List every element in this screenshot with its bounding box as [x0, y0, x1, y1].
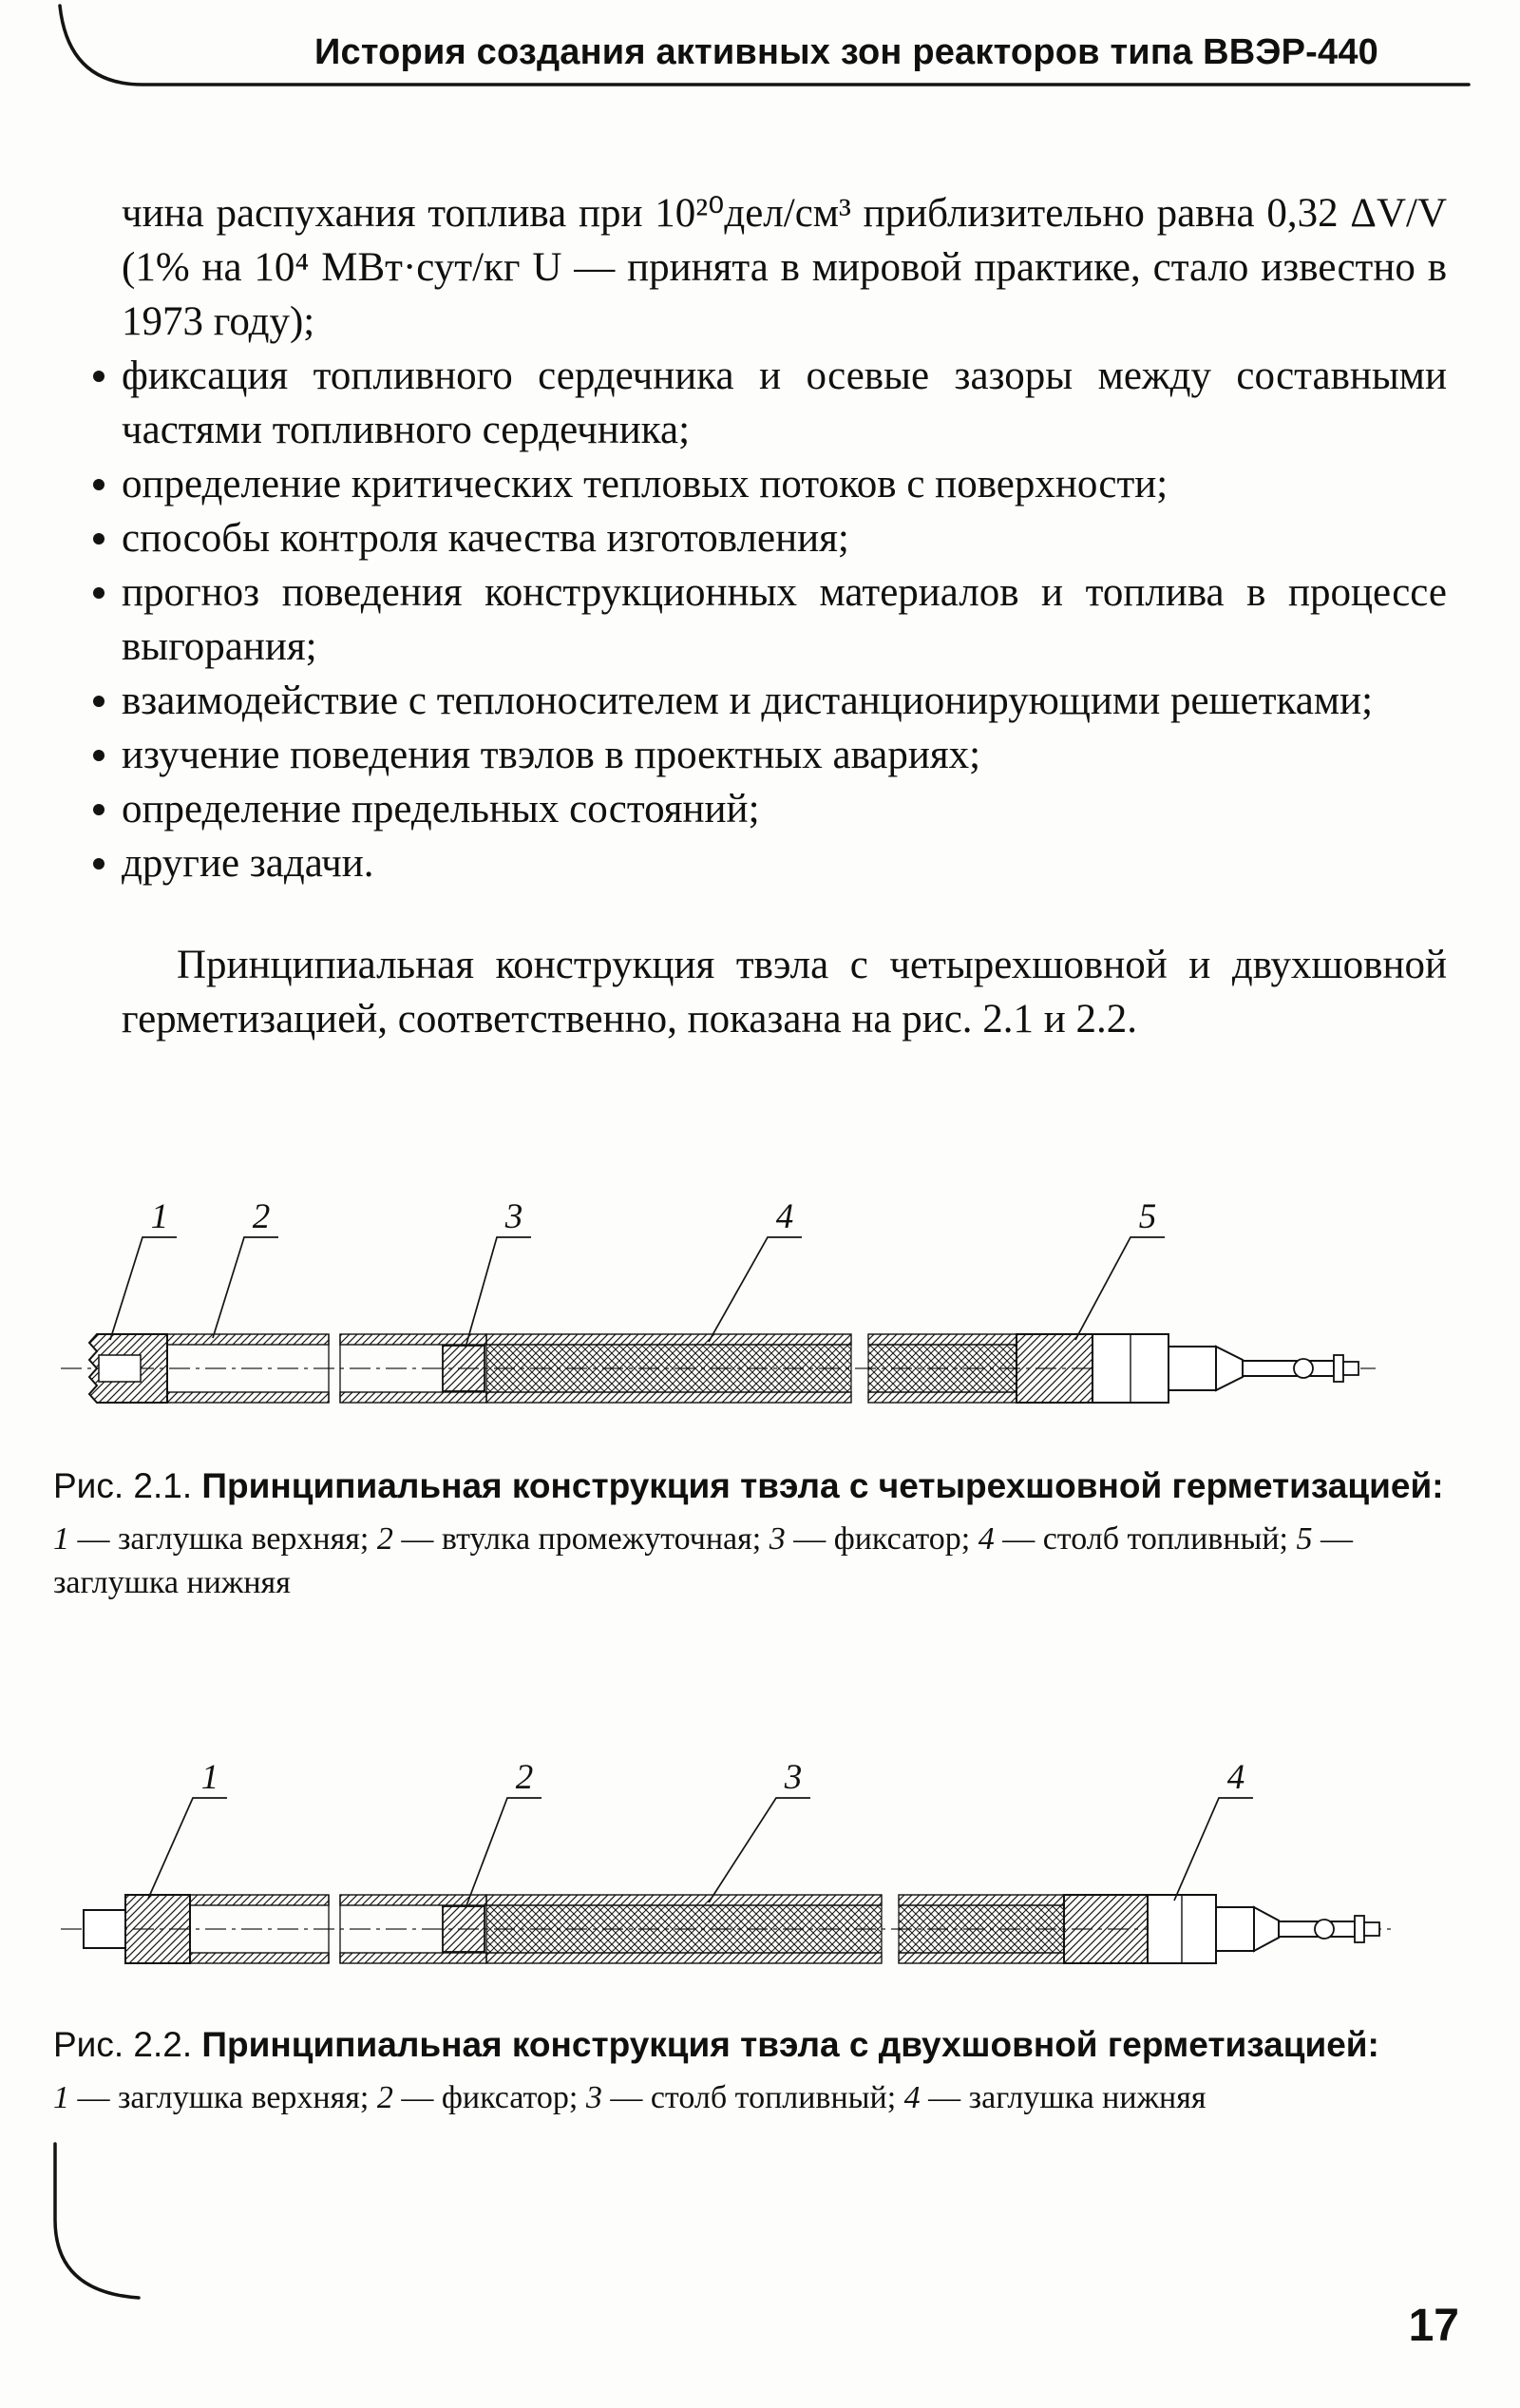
fixator	[443, 1906, 484, 1952]
legend-text: — столб топливный;	[601, 2080, 904, 2115]
bullet-text: прогноз поведения конструкционных материалов и топлива в процессе выгорания;	[122, 570, 1447, 669]
bullet-text: изучение поведения твэлов в проектных авариях;	[122, 733, 981, 777]
running-header: История создания активных зон реакторов типа ВВЭР-440	[314, 32, 1379, 72]
figure-2-2-diagram	[38, 1720, 1425, 2005]
figure-2-1-caption-block	[53, 1462, 1446, 1605]
bullet-marker	[93, 750, 104, 761]
bullet-item	[122, 511, 1447, 565]
bullet-marker	[93, 858, 104, 870]
fuel-column-segment-2	[899, 1895, 1064, 1963]
callout-5: 5	[1138, 1197, 1157, 1236]
legend-item	[978, 1521, 1297, 1557]
legend-item	[377, 1521, 770, 1557]
lower-plug	[1016, 1334, 1358, 1403]
legend-number: 4	[903, 2080, 921, 2115]
bullet-marker	[93, 479, 104, 490]
legend-item	[53, 1521, 377, 1557]
page-number: 17	[1408, 2301, 1459, 2351]
legend-text: — заглушка нижняя	[53, 1521, 1354, 1600]
caption-2-1-label: Рис. 2.1.	[53, 1466, 202, 1505]
figure-2-1-diagram	[38, 1159, 1425, 1444]
body-text	[122, 186, 1447, 1046]
legend-number: 2	[376, 1521, 393, 1557]
bullet-item	[122, 349, 1447, 457]
upper-plug	[89, 1334, 167, 1403]
legend-number: 3	[585, 2080, 602, 2115]
legend-text: — заглушка нижняя	[920, 2080, 1206, 2115]
bullet-item	[122, 674, 1447, 728]
legend-text: — фиксатор;	[785, 1521, 978, 1557]
bullet-text: способы контроля качества изготовления;	[122, 516, 849, 561]
continuation-paragraph: чина распухания топлива при 10²⁰дел/см³ приблизительно равна 0,32 ΔV/V (1% на 10⁴ МВт·сут/кг U — принята в мировой практике, стало известно в 1973 году);	[122, 191, 1447, 344]
bullet-text: другие задачи.	[122, 841, 374, 886]
bullet-list	[122, 349, 1447, 890]
figure-2-2-legend	[53, 2076, 1446, 2120]
callout-3: 3	[784, 1758, 803, 1797]
legend-item	[770, 1521, 978, 1557]
leader-line-5	[1075, 1237, 1165, 1340]
legend-item	[586, 2080, 904, 2115]
bullet-text: взаимодействие с теплоносителем и дистанционирующими решетками;	[122, 678, 1374, 723]
leader-line-3	[466, 1237, 531, 1347]
fuel-rod-two-seam	[61, 1895, 1391, 1963]
leader-line-3	[709, 1798, 810, 1902]
callout-4: 4	[775, 1197, 794, 1236]
fuel-column-segment-2	[868, 1334, 1016, 1403]
lower-plug	[1064, 1895, 1379, 1963]
leader-line-1	[148, 1798, 227, 1899]
leader-line-1	[110, 1237, 177, 1340]
fuel-column-segment-1	[486, 1334, 851, 1403]
legend-number: 1	[53, 2080, 69, 2115]
figure-2-1-caption	[53, 1462, 1446, 1510]
fuel-column-segment-1	[486, 1895, 882, 1963]
upper-plug	[84, 1895, 190, 1963]
figure-2-2-caption	[53, 2020, 1446, 2069]
figure-2-1-callouts	[110, 1197, 1165, 1347]
bullet-item	[122, 565, 1447, 674]
bullet-marker	[93, 533, 104, 545]
caption-2-2-label: Рис. 2.2.	[53, 2025, 202, 2064]
caption-2-2-title: Принципиальная конструкция твэла с двухшовной герметизацией:	[201, 2025, 1379, 2064]
bullet-item	[122, 836, 1447, 890]
bullet-marker	[93, 696, 104, 707]
figure-2-2-callouts	[148, 1758, 1253, 1908]
fuel-rod-four-seam	[61, 1334, 1376, 1403]
legend-text: — фиксатор;	[392, 2080, 586, 2115]
caption-2-1-title: Принципиальная конструкция твэла с четырехшовной герметизацией:	[201, 1466, 1444, 1505]
bullet-marker	[93, 804, 104, 815]
legend-number: 4	[978, 1521, 995, 1557]
legend-number: 1	[53, 1521, 69, 1557]
legend-item	[53, 2080, 377, 2115]
bullet-item	[122, 457, 1447, 511]
legend-number: 5	[1296, 1521, 1313, 1557]
legend-number: 2	[376, 2080, 393, 2115]
callout-2: 2	[252, 1197, 271, 1236]
legend-item	[377, 2080, 586, 2115]
callout-2: 2	[515, 1758, 534, 1797]
legend-text: — столб топливный;	[994, 1521, 1297, 1557]
closing-paragraph: Принципиальная конструкция твэла с четырехшовной и двухшовной герметизацией, соответственно, показана на рис. 2.1 и 2.2.	[122, 943, 1447, 1042]
legend-number: 3	[769, 1521, 786, 1557]
bullet-text: определение критических тепловых потоков с поверхности;	[122, 462, 1168, 506]
figure-2-1-legend	[53, 1518, 1446, 1605]
bullet-item	[122, 782, 1447, 836]
leader-line-2	[466, 1798, 542, 1908]
bullet-text: определение предельных состояний;	[122, 787, 760, 831]
callout-3: 3	[504, 1197, 523, 1236]
callout-4: 4	[1226, 1758, 1245, 1797]
legend-text: — втулка промежуточная;	[392, 1521, 770, 1557]
figure-2-2-caption-block	[53, 2020, 1446, 2120]
leader-line-4	[709, 1237, 802, 1342]
bullet-item	[122, 728, 1447, 782]
fixator	[443, 1346, 484, 1391]
leader-line-4	[1174, 1798, 1253, 1901]
bullet-marker	[93, 371, 104, 382]
bullet-text: фиксация топливного сердечника и осевые зазоры между составными частями топливного сердечника;	[122, 354, 1447, 452]
leader-line-2	[213, 1237, 278, 1338]
legend-item	[904, 2080, 1206, 2115]
legend-text: — заглушка верхняя;	[69, 1521, 377, 1557]
bullet-marker	[93, 587, 104, 599]
callout-1: 1	[150, 1197, 169, 1236]
legend-text: — заглушка верхняя;	[69, 2080, 377, 2115]
callout-1: 1	[200, 1758, 219, 1797]
